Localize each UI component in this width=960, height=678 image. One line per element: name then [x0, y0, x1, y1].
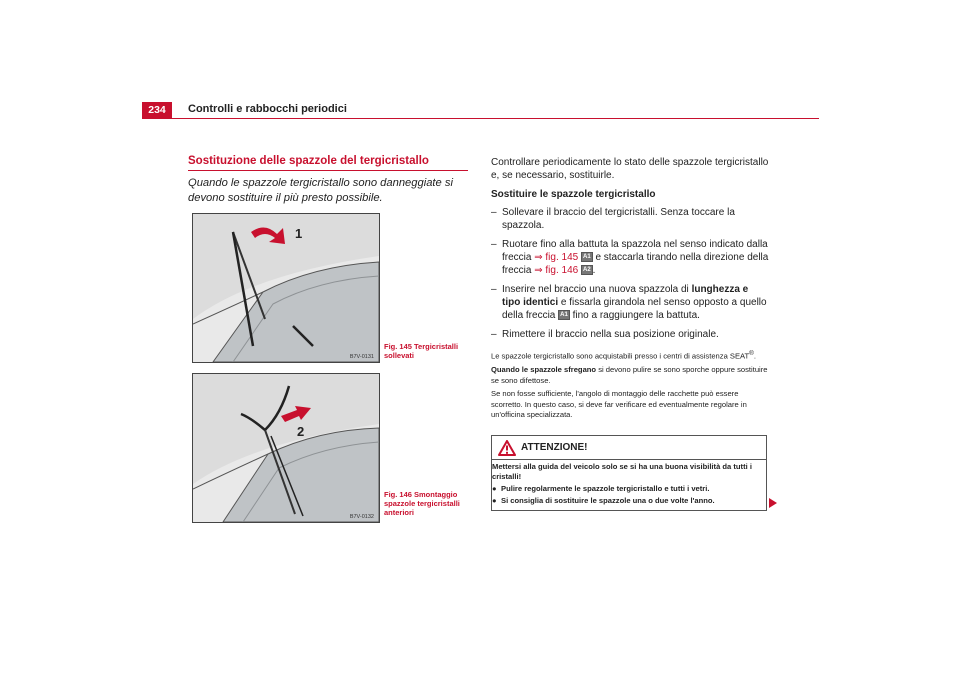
note-text: Le spazzole tergicristallo sono acquistabili presso i centri di assistenza SEAT	[491, 351, 750, 361]
note-text: si devono pulire se sono sporche oppure sostituire se sono difettose.	[491, 365, 768, 385]
step-text: Rimettere il braccio nella sua posizione originale.	[502, 329, 719, 340]
callout-badge: A1	[560, 312, 568, 319]
wiper-raised-illustration	[193, 214, 379, 362]
warning-box	[491, 435, 767, 511]
step-text: Inserire nel braccio una nuova spazzola di	[502, 284, 689, 295]
bullet-text: Pulire regolarmente le spazzole tergicristallo e tutti i vetri.	[501, 484, 710, 493]
note-paragraph	[491, 349, 769, 362]
bullet-glyph: ●	[492, 496, 497, 505]
figure-code: B7V-0132	[349, 514, 374, 520]
step-dash: –	[491, 329, 497, 340]
running-title: Controlli e rabbocchi periodici	[188, 103, 347, 115]
section-intro: Quando le spazzole tergicristallo sono danneggiate si devono sostituire il più presto possibile.	[188, 177, 453, 204]
warning-body	[492, 462, 764, 506]
warning-text: Mettersi alla guida del veicolo solo se si ha una buona visibilità da tutti i cristalli!	[492, 462, 752, 481]
wiper-removal-illustration	[193, 374, 379, 522]
warning-bullet	[492, 484, 764, 494]
continue-arrow-icon	[768, 497, 778, 509]
warning-divider	[492, 459, 766, 460]
figure-reference-link[interactable]: ⇒ fig. 146	[534, 265, 579, 276]
body-column	[491, 156, 769, 421]
note-paragraph: Se non fosse sufficiente, l'angolo di montaggio delle racchette può essere scorretto. In questo caso, si deve far verificare ed eventualmente regolare in un'officina specializzata.	[491, 389, 747, 420]
step-text: Ruotare fino alla battuta la spazzola nel senso indicato dalla freccia	[502, 239, 768, 263]
step-dash: –	[491, 284, 497, 295]
section-title: Sostituzione delle spazzole del tergicristallo	[188, 155, 468, 171]
callout-badge: A1	[582, 254, 591, 261]
note-paragraph	[491, 365, 769, 386]
step-text: e staccarla tirando nella direzione della freccia	[502, 252, 769, 276]
header-rule	[142, 118, 819, 119]
figure-reference-link[interactable]: ⇒ fig. 145	[534, 252, 579, 263]
callout-badge: A2	[582, 267, 591, 274]
warning-header	[492, 436, 766, 460]
figure-code: B7V-0131	[349, 354, 374, 360]
figure-callout: 2	[297, 424, 305, 439]
step-text: fino a raggiungere la battuta.	[572, 310, 700, 321]
warning-triangle-icon	[498, 440, 516, 456]
step-emphasis: lunghezza e tipo identici	[502, 284, 749, 308]
warning-bullet	[492, 496, 764, 506]
procedure-step-4	[491, 328, 769, 341]
figure-145	[192, 213, 380, 363]
procedure-step-2	[491, 238, 769, 277]
procedure-step-1	[491, 206, 769, 232]
note-emphasis: Quando le spazzole sfregano	[491, 365, 597, 375]
figure-callout: 1	[295, 226, 303, 241]
bullet-glyph: ●	[492, 484, 497, 493]
note-text: .	[753, 351, 756, 361]
bullet-text: Si consiglia di sostituire le spazzole una o due volte l'anno.	[501, 496, 715, 505]
figure-146	[192, 373, 380, 523]
procedure-step-3	[491, 283, 769, 322]
step-text: e fissarla girandola nel senso opposto a quello della freccia	[502, 297, 767, 321]
warning-title: ATTENZIONE!	[521, 442, 588, 453]
step-dash: –	[491, 239, 497, 250]
step-dash: –	[491, 207, 497, 218]
step-text: Sollevare il braccio del tergicristalli. Senza toccare la spazzola.	[502, 207, 735, 231]
figure-145-caption: Fig. 145 Tergicristalli sollevati	[384, 342, 459, 360]
page-number: 234	[142, 102, 172, 118]
figure-146-caption: Fig. 146 Smontaggio spazzole tergicristalli anteriori	[384, 490, 460, 517]
procedure-heading: Sostituire le spazzole tergicristallo	[491, 189, 656, 200]
registered-mark: ®	[749, 350, 754, 357]
body-paragraph: Controllare periodicamente lo stato delle spazzole tergicristallo e, se necessario, sostituirle.	[491, 157, 769, 181]
step-text: .	[592, 265, 596, 276]
